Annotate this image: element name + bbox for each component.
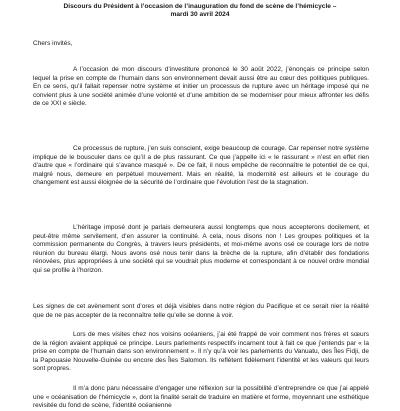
paragraph-5: Lors de mes visites chez nos voisins océaniens, j’ai été frappé de voir comment nos frères et sœurs de la région avaient appliqué ce principe. Leurs parlements respectifs incarnent tout à fait ce que j’entends par « la prise en compte de l’humain dans son environnement ». Il n’y qu’à voir les parlements du Vanuatu, des Îles Fidji, de la Papouasie Nouvelle-Guinée ou encore des Îles Salomon. Ils reflètent fidèlement l’identité et les valeurs qui leurs sont propres. [33,331,369,372]
paragraph-2: Ce processus de rupture, j’en suis conscient, exige beaucoup de courage. Car repenser notre système implique de le bousculer dans ce qu’il a de plus rassurant. Ce que j’appelle ici « le rassurant » n’est en effet rien d’autre que « l’ordinaire qui s’avance masqué ». De ce fait, il nous empêche de reconnaître le potentiel de ce qui, malgré nous, demeure en perpétuel mouvement. Mais en réalité, la modernité est ailleurs et le courage du changement est aussi éloignée de la sécurité de l’ordinaire que l’évolution l’est de la stagnation. [33,145,369,186]
title-line-1: Discours du Président à l’occasion de l’inauguration du fond de scène de l’hémicycle – [63,3,337,10]
paragraph-4: Les signes de cet avènement sont d’ores et déjà visibles dans notre région du Pacifique et ce serait nier la réalité que de ne pas accepter de la reconnaître telle qu’elle se donne à voir. [33,303,369,319]
salutation: Chers invités, [33,40,73,47]
document-title [40,3,360,20]
paragraph-3: L’héritage imposé dont je parlais demeurera aussi longtemps que nous accepterons docilement, et peut-être même servilement, d’en assurer la continuité. A cela, nous disons non ! Les groupes politiques et la commission permanente du Congrès, à travers leurs présidents, et moi-même avons osé ce courage lors de notre réunion du bureau élargi. Nous avons osé nous tenir dans la brèche de la rupture, afin d’établir des fondations rénovées, plus appropriées à une société qui se voudrait plus moderne et correspondant à ce nouvel ordre mondial qui se profile à l’horizon. [33,224,369,274]
paragraph-6: Il m’a donc paru nécessaire d’engager une réflexion sur la possibilité d’entreprendre ce que j’ai appelé une « océanisation de l’hémicycle », dont la finalité serait de traduire en matière et forme, moyennant une esthétique revisitée du fond de scène, l’identité océanienne [33,385,369,409]
paragraph-1: A l’occasion de mon discours d’investiture prononcé le 30 août 2022, j’énonçais ce principe selon lequel la prise en compte de l’humain dans son environnement devait aussi être au cœur des politiques publiques. En ce sens, qu’il fallait repenser notre système et initier un processus de rupture avec un héritage imposé qui ne convient plus à une société animée d’une volonté et d’une ambition de se moderniser pour mieux affronter les défis de ce XXI e siècle. [33,66,369,107]
title-line-2: mardi 30 avril 2024 [170,11,230,19]
